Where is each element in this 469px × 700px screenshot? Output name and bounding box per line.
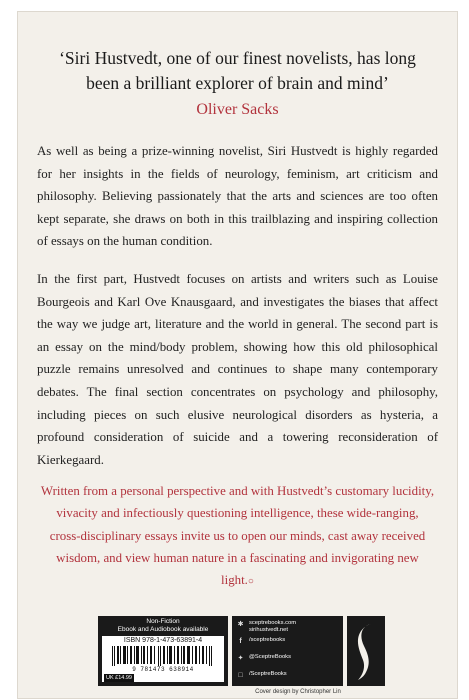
sceptre-logo-icon [347, 616, 385, 686]
twitter-text: @SceptreBooks [249, 654, 291, 660]
website-text: sceptrebooks.com sirihustvedt.net [249, 620, 297, 633]
cover-credit: Cover design by Christopher Lin [255, 689, 341, 695]
social-row-twitter [236, 654, 341, 668]
back-cover [18, 12, 457, 698]
barcode-bars [112, 646, 214, 666]
pull-quote-line-2: been a brilliant explorer of brain and mind’ [86, 73, 389, 93]
social-row-facebook [236, 637, 341, 651]
publisher-logo [347, 616, 385, 686]
blurb-paragraph-1: As well as being a prize-winning novelist, Siri Hustvedt is highly regarded for her insights in the fields of neurology, feminism, art criticism and philosophy. Believing passionately that the arts and sciences are too often kept separate, she draws on both in this trailblazing and inspiring collection of essays on the human condition. [37, 144, 438, 249]
price-label: UK £14.99 [106, 675, 132, 681]
social-row-website [236, 620, 341, 634]
category-text: Non-Fiction [146, 618, 180, 625]
twitter-icon: ✦ [237, 655, 244, 662]
pull-quote-line-1: ‘Siri Hustvedt, one of our finest novelists, has long [59, 48, 416, 68]
category-label [98, 616, 228, 636]
barcode [102, 636, 224, 682]
social-panel [232, 616, 343, 686]
isbn-text: ISBN 978-1-473-63891-4 [123, 637, 203, 644]
instagram-text: /SceptreBooks [249, 671, 287, 677]
social-row-instagram [236, 671, 341, 685]
instagram-icon: □ [238, 672, 243, 679]
formats-text: Ebook and Audiobook available [117, 626, 209, 633]
quote-author: Oliver Sacks [196, 101, 279, 118]
facebook-text: /sceptrebooks [249, 637, 286, 643]
barcode-digits: 9 781473 638914 [132, 666, 194, 673]
pull-quote [28, 46, 447, 96]
blurb-paragraph-3 [40, 480, 435, 593]
facebook-icon: f [239, 638, 242, 645]
publisher-ornament-icon: ○ [247, 576, 254, 588]
blurb-paragraph-3-text: Written from a personal perspective and with Hustvedt’s customary lucidity, vivacity and infectiously questioning intelligence, these wide-ranging, cross-disciplinary essays invite us to open our minds, cast away received wisdom, and view human nature in a fascinating and invigorating new light. [40, 484, 435, 588]
globe-icon: ✱ [237, 621, 244, 628]
blurb-paragraph-2: In the first part, Hustvedt focuses on artists and writers such as Louise Bourgeois and Karl Ove Knausgaard, and investigates the biases that affect the way we judge art, literature and the world in general. The second part is an essay on the mind/body problem, showing how this old philosophical puzzle remains unresolved and continues to shape many contemporary debates. The final section concentrates on psychology and philosophy, including pieces on such elusive neurological disorders as hysteria, a profound consideration of suicide and a towering reconsideration of Kierkegaard. [37, 272, 438, 467]
barcode-panel [98, 616, 228, 686]
